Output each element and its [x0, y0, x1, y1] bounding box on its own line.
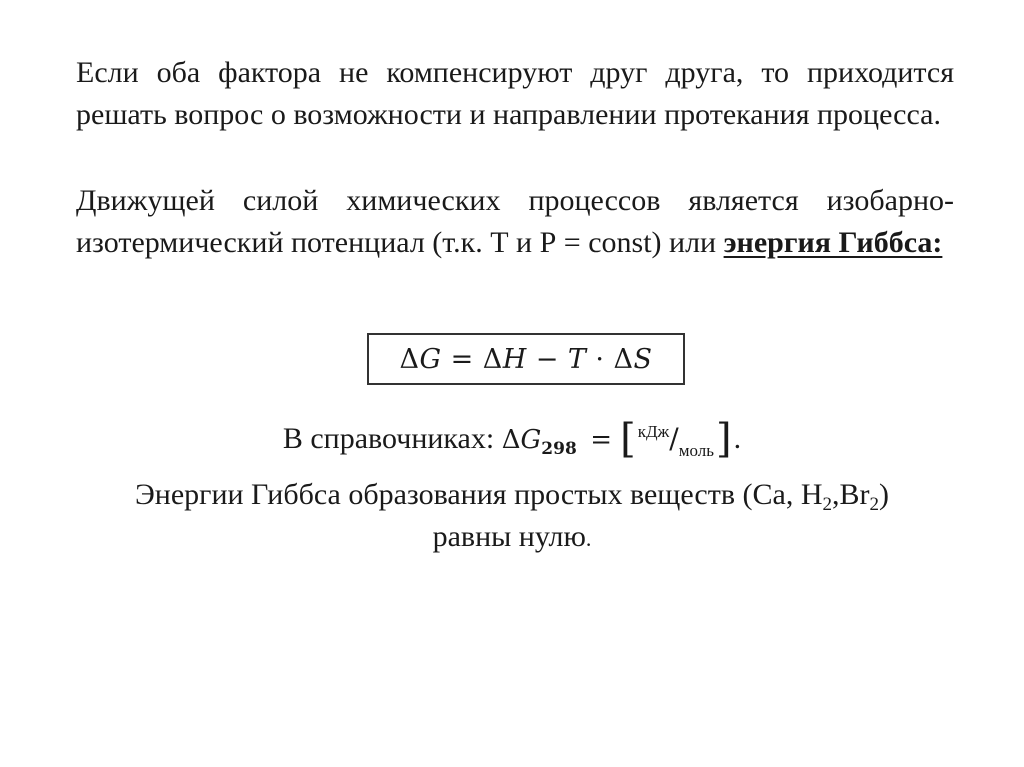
formula-delta-s: ΔS: [613, 343, 653, 375]
formula-temperature: T: [567, 343, 587, 375]
formula-minus: −: [535, 343, 559, 375]
reference-equals: =: [590, 425, 613, 455]
reference-period: .: [733, 422, 742, 455]
statement-line-2: равны нулю.: [432, 520, 592, 553]
driving-force-text: Движущей силой химических процессов является изобарно-изотермический потенциал (т.к. Т и Р = const) или: [76, 184, 954, 259]
formula-delta-h: ΔH: [482, 343, 527, 375]
open-bracket: [: [620, 416, 636, 462]
statement-line-1: Энергии Гиббса образования простых веществ (Ca, $H_2,Br_2$): [134, 478, 890, 515]
formula-dot: ·: [595, 343, 605, 375]
reference-delta-g298: $\Delta G_{298}$: [501, 425, 577, 459]
paragraph-compensation: Если оба фактора не компенсируют друг друга, то приходится решать вопрос о возможности и направлении протекания процесса.: [76, 56, 954, 131]
reference-label: В справочниках:: [282, 422, 495, 455]
close-bracket: ]: [716, 416, 732, 462]
unit-numerator: кДж: [637, 422, 670, 441]
simple-substances-statement: [0, 474, 1024, 560]
formula-equals: =: [450, 343, 474, 375]
reference-units-line: [0, 410, 1024, 473]
formula-delta-g: ΔG: [399, 343, 442, 375]
gibbs-formula-box: [367, 333, 685, 385]
unit-denominator: моль: [678, 441, 715, 460]
unit-slash: /: [669, 422, 679, 455]
gibbs-energy-term: энергия Гиббса:: [723, 226, 943, 259]
paragraph-driving-force: [76, 180, 954, 264]
